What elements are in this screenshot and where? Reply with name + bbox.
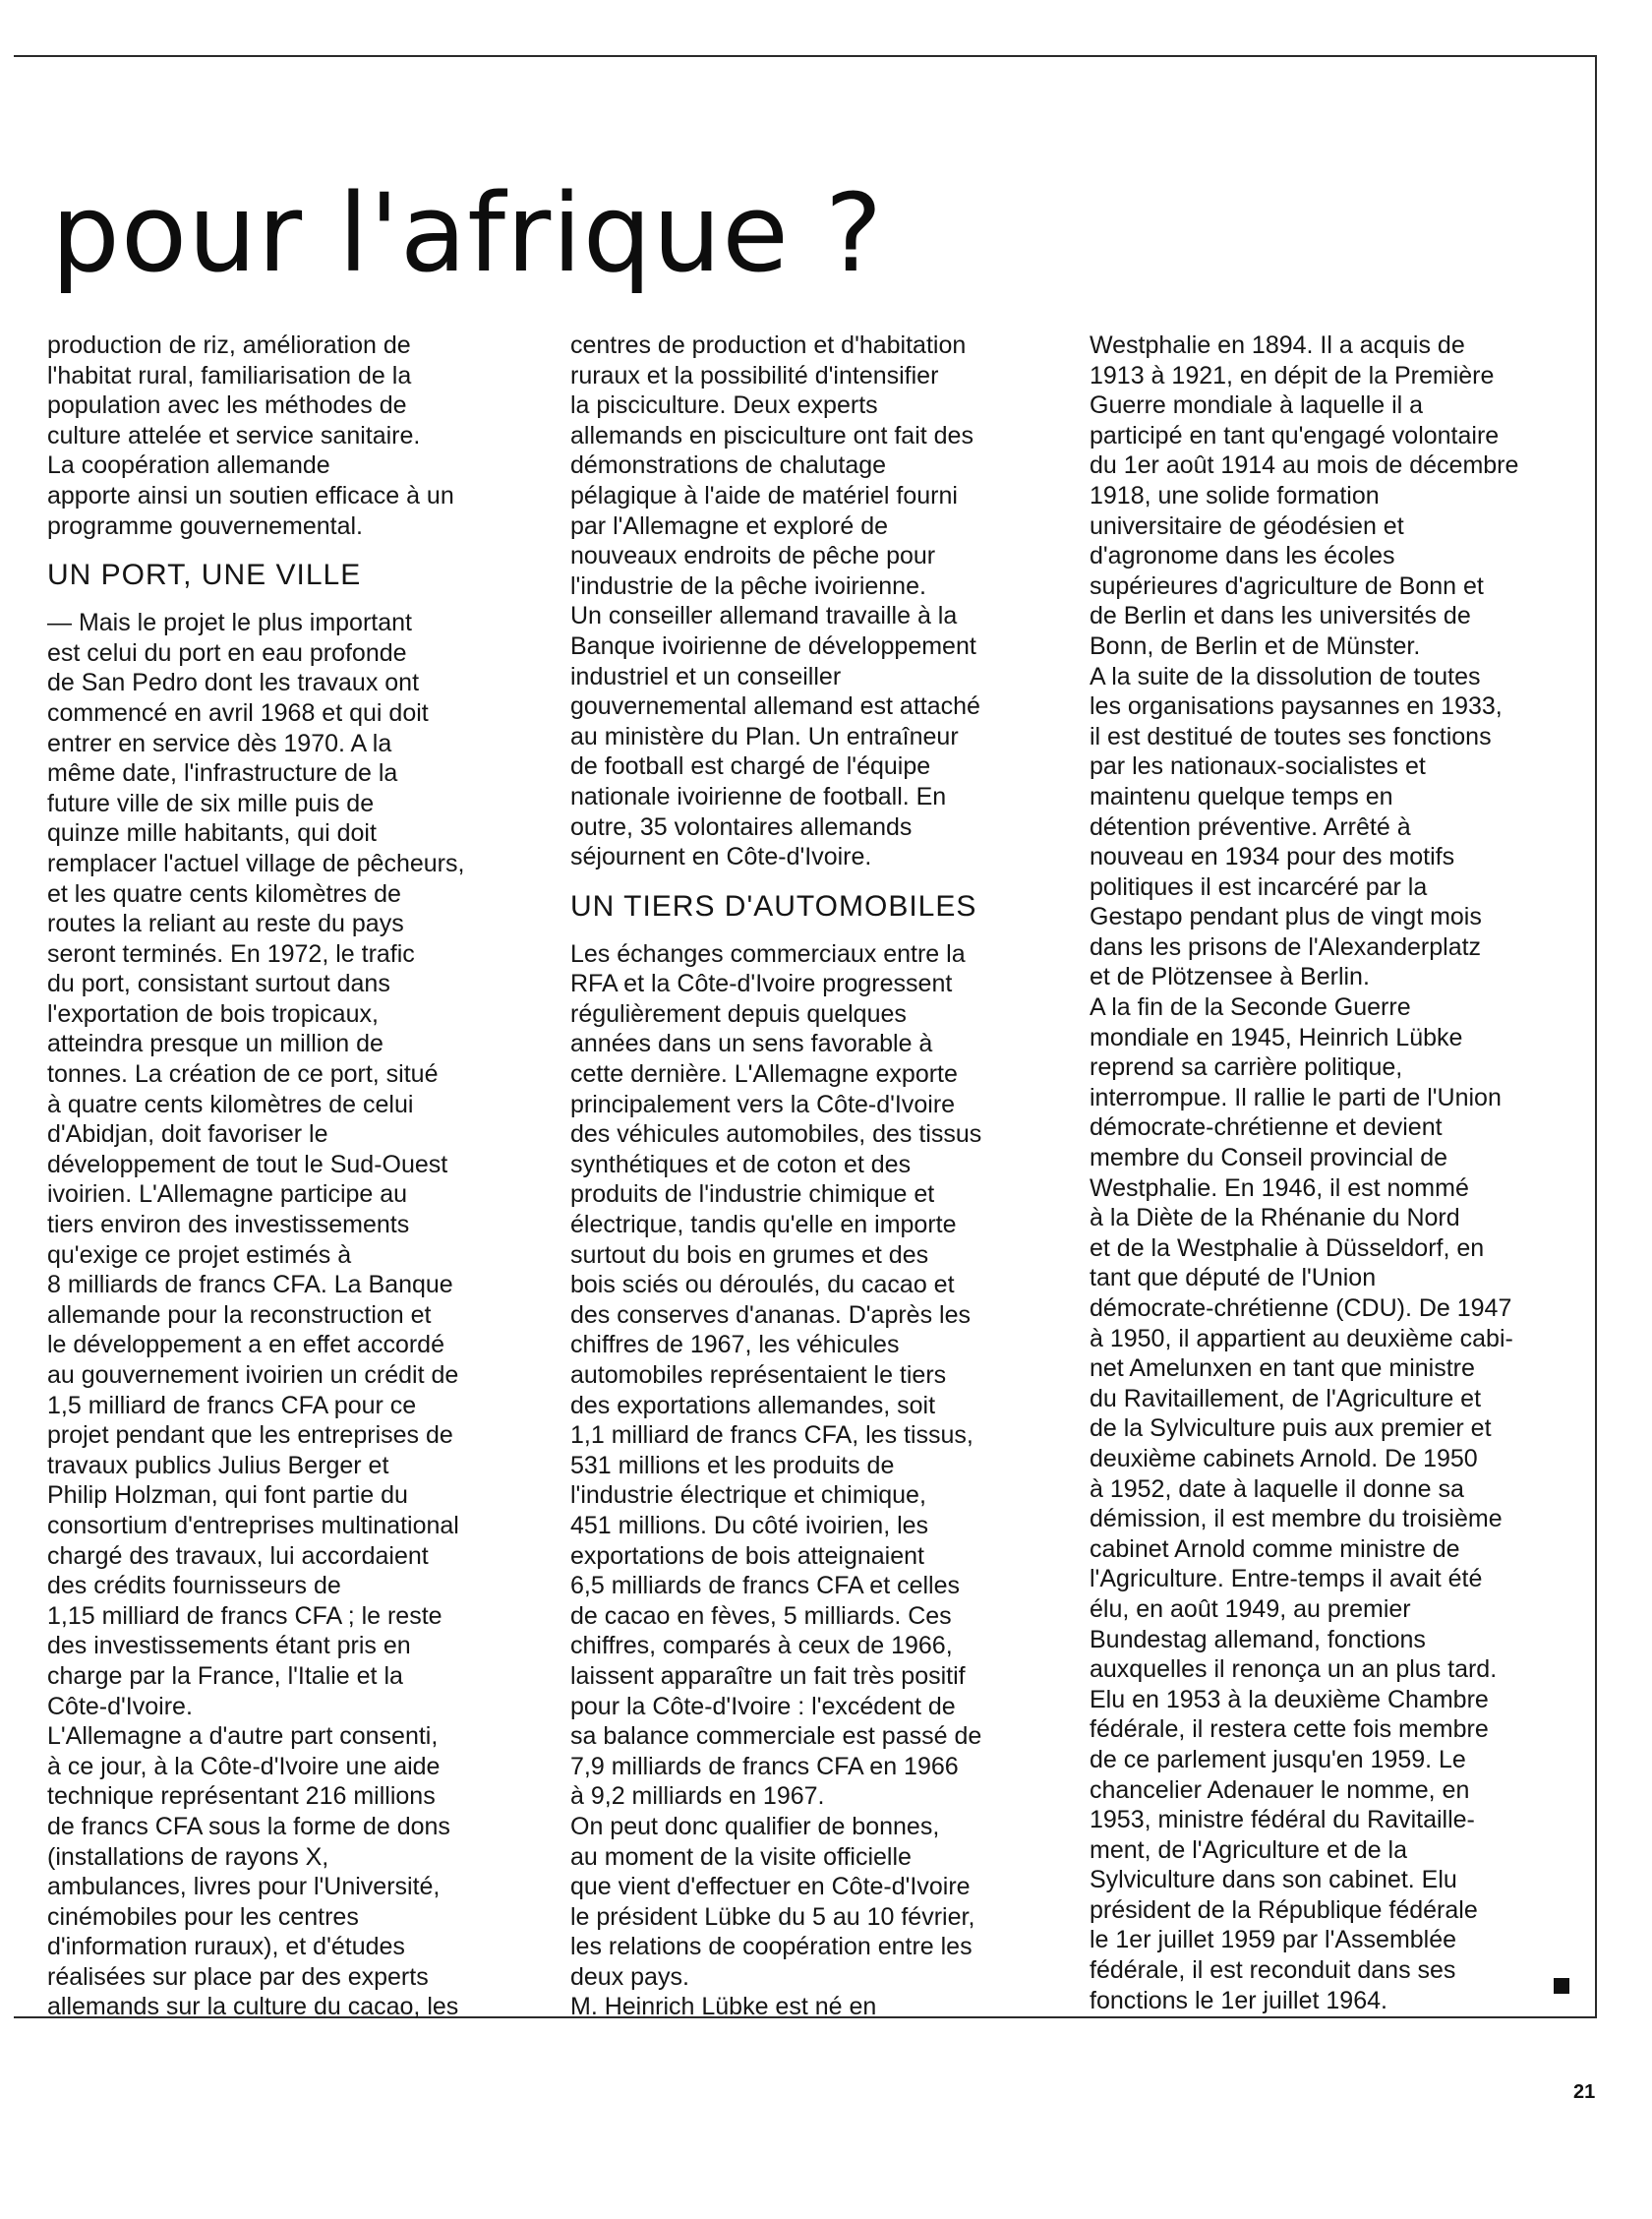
text-line: et les quatre cents kilomètres de [47, 879, 401, 908]
text-line: remplacer l'actuel village de pêcheurs, [47, 849, 465, 877]
text-line: produits de l'industrie chimique et [570, 1180, 935, 1209]
text-line: à 1950, il appartient au deuxième cabi- [1090, 1324, 1513, 1352]
text-line: industriel et un conseiller [570, 662, 842, 690]
text-line: de la Sylviculture puis aux premier et [1090, 1414, 1492, 1443]
text-line: l'habitat rural, familiarisation de la [47, 361, 412, 390]
text-line: culture attelée et service sanitaire. [47, 421, 421, 450]
text-line: Elu en 1953 à la deuxième Chambre [1090, 1685, 1489, 1713]
text-line: l'industrie de la pêche ivoirienne. [570, 571, 926, 600]
text-line: à quatre cents kilomètres de celui [47, 1090, 414, 1118]
text-line: de Berlin et dans les universités de [1090, 602, 1471, 630]
text-line: membre du Conseil provincial de [1090, 1144, 1448, 1172]
text-line: A la suite de la dissolution de toutes [1090, 662, 1481, 690]
text-line: démonstrations de chalutage [570, 451, 887, 480]
text-line: chiffres, comparés à ceux de 1966, [570, 1632, 953, 1660]
text-line: synthétiques et de coton et des [570, 1150, 912, 1178]
article-column-3 [1090, 330, 1591, 2015]
text-line: Guerre mondiale à laquelle il a [1090, 391, 1424, 420]
text-line: population avec les méthodes de [47, 391, 407, 420]
text-line: ivoirien. L'Allemagne participe au [47, 1180, 408, 1209]
text-line: le président Lübke du 5 au 10 février, [570, 1902, 975, 1931]
text-line: surtout du bois en grumes et des [570, 1240, 929, 1269]
text-line: sa balance commerciale est passé de [570, 1722, 982, 1751]
text-line: à 1952, date à laquelle il donne sa [1090, 1474, 1464, 1503]
text-line: par les nationaux-socialistes et [1090, 752, 1426, 781]
text-line: projet pendant que les entreprises de [47, 1421, 453, 1450]
text-line: que vient d'effectuer en Côte-d'Ivoire [570, 1873, 971, 1901]
text-line: de francs CFA sous la forme de dons [47, 1812, 450, 1840]
text-line: consortium d'entreprises multinational [47, 1511, 459, 1539]
text-line: de San Pedro dont les travaux ont [47, 669, 420, 697]
text-line: dans les prisons de l'Alexanderplatz [1090, 932, 1482, 961]
text-line: future ville de six mille puis de [47, 789, 375, 817]
text-line: outre, 35 volontaires allemands [570, 812, 913, 841]
text-line: cinémobiles pour les centres [47, 1902, 359, 1931]
article-column-1 [47, 330, 549, 2022]
text-line: Philip Holzman, qui font partie du [47, 1481, 408, 1510]
text-line: et de la Westphalie à Düsseldorf, en [1090, 1233, 1485, 1262]
text-line: 7,9 milliards de francs CFA en 1966 [570, 1752, 959, 1780]
text-line: ambulances, livres pour l'Université, [47, 1873, 441, 1901]
text-line: de football est chargé de l'équipe [570, 752, 931, 781]
right-rule [1595, 55, 1597, 2018]
text-line: de cacao en fèves, 5 milliards. Ces [570, 1601, 952, 1630]
text-line: technique représentant 216 millions [47, 1782, 436, 1811]
text-line: M. Heinrich Lübke est né en [570, 1993, 877, 2021]
text-line: Les échanges commerciaux entre la [570, 939, 966, 968]
text-line: Sylviculture dans son cabinet. Elu [1090, 1866, 1457, 1894]
text-line: nouveaux endroits de pêche pour [570, 542, 936, 570]
text-line: et de Plötzensee à Berlin. [1090, 963, 1370, 991]
text-line: réalisées sur place par des experts [47, 1962, 429, 1991]
text-line: tonnes. La création de ce port, situé [47, 1060, 439, 1089]
text-line: démission, il est membre du troisième [1090, 1505, 1503, 1533]
text-line: cabinet Arnold comme ministre de [1090, 1534, 1460, 1563]
text-line: Westphalie. En 1946, il est nommé [1090, 1173, 1469, 1202]
text-line: exportations de bois atteignaient [570, 1541, 924, 1570]
text-line: centres de production et d'habitation [570, 331, 967, 359]
text-line: pour la Côte-d'Ivoire : l'excédent de [570, 1692, 956, 1720]
text-line: le développement a en effet accordé [47, 1331, 444, 1359]
text-line: fédérale, il est reconduit dans ses [1090, 1956, 1456, 1985]
text-line: principalement vers la Côte-d'Ivoire [570, 1090, 956, 1118]
text-line: qu'exige ce projet estimés à [47, 1240, 352, 1269]
text-line: détention préventive. Arrêté à [1090, 812, 1411, 841]
text-line: nouveau en 1934 pour des motifs [1090, 843, 1455, 871]
text-line: régulièrement depuis quelques [570, 999, 907, 1028]
text-line: du port, consistant surtout dans [47, 970, 390, 998]
text-line: des véhicules automobiles, des tissus [570, 1120, 982, 1149]
text-line: 1913 à 1921, en dépit de la Première [1090, 361, 1495, 390]
text-line: reprend sa carrière politique, [1090, 1053, 1403, 1082]
text-line: travaux publics Julius Berger et [47, 1451, 389, 1479]
text-line: apporte ainsi un soutien efficace à un [47, 481, 454, 510]
text-line: maintenu quelque temps en [1090, 782, 1393, 810]
text-line: On peut donc qualifier de bonnes, [570, 1812, 940, 1840]
text-line: il est destitué de toutes ses fonctions [1090, 722, 1492, 750]
text-line: cette dernière. L'Allemagne exporte [570, 1060, 958, 1089]
text-line: Westphalie en 1894. Il a acquis de [1090, 331, 1465, 359]
text-line: 1,15 milliard de francs CFA ; le reste [47, 1601, 442, 1630]
text-line: l'exportation de bois tropicaux, [47, 999, 379, 1028]
text-line: le 1er juillet 1959 par l'Assemblée [1090, 1926, 1457, 1954]
text-line: auxquelles il renonça un an plus tard. [1090, 1655, 1498, 1684]
text-line: L'Allemagne a d'autre part consenti, [47, 1722, 439, 1751]
text-line: seront terminés. En 1972, le trafic [47, 939, 415, 968]
text-line: (installations de rayons X, [47, 1842, 329, 1871]
text-line: gouvernemental allemand est attaché [570, 692, 980, 721]
text-line: production de riz, amélioration de [47, 331, 411, 359]
text-line: charge par la France, l'Italie et la [47, 1661, 403, 1690]
text-line: Côte-d'Ivoire. [47, 1692, 193, 1720]
text-line: du 1er août 1914 au mois de décembre [1090, 451, 1519, 480]
text-line: est celui du port en eau profonde [47, 638, 407, 667]
text-line: par l'Allemagne et exploré de [570, 511, 889, 540]
section-heading: UN TIERS D'AUTOMOBILES [570, 889, 977, 923]
text-line: nationale ivoirienne de football. En [570, 782, 947, 810]
text-line: d'information ruraux), et d'études [47, 1933, 405, 1961]
text-line: deux pays. [570, 1962, 689, 1991]
text-line: président de la République fédérale [1090, 1895, 1478, 1924]
text-line: séjournent en Côte-d'Ivoire. [570, 843, 872, 871]
text-line: d'agronome dans les écoles [1090, 542, 1395, 570]
text-line: supérieures d'agriculture de Bonn et [1090, 571, 1484, 600]
text-line: des conserves d'ananas. D'après les [570, 1300, 971, 1329]
text-line: interrompue. Il rallie le parti de l'Union [1090, 1083, 1502, 1111]
article-title: pour l'afrique ? [51, 170, 884, 296]
text-line: La coopération allemande [47, 451, 330, 480]
text-line: 1918, une solide formation [1090, 481, 1380, 510]
text-line: routes la reliant au reste du pays [47, 910, 404, 938]
text-line: des crédits fournisseurs de [47, 1572, 341, 1600]
text-line: allemande pour la reconstruction et [47, 1300, 432, 1329]
text-line: de ce parlement jusqu'en 1959. Le [1090, 1745, 1466, 1773]
text-line: les relations de coopération entre les [570, 1933, 973, 1961]
text-line: automobiles représentaient le tiers [570, 1361, 947, 1389]
page-number: 21 [1573, 2081, 1596, 2103]
text-line: du Ravitaillement, de l'Agriculture et [1090, 1384, 1482, 1412]
text-line: commencé en avril 1968 et qui doit [47, 698, 429, 727]
text-line: tant que député de l'Union [1090, 1264, 1377, 1292]
text-line: allemands sur la culture du cacao, les [47, 1993, 459, 2021]
text-line: même date, l'infrastructure de la [47, 759, 398, 788]
end-of-article-mark [1554, 1978, 1569, 1994]
text-line: quinze mille habitants, qui doit [47, 819, 377, 848]
text-line: chancelier Adenauer le nomme, en [1090, 1775, 1470, 1804]
text-line: 1,1 milliard de francs CFA, les tissus, [570, 1421, 974, 1450]
text-line: 1,5 milliard de francs CFA pour ce [47, 1391, 417, 1419]
text-line: politiques il est incarcéré par la [1090, 872, 1428, 901]
text-line: démocrate-chrétienne et devient [1090, 1113, 1443, 1142]
text-line: élu, en août 1949, au premier [1090, 1594, 1411, 1623]
text-line: RFA et la Côte-d'Ivoire progressent [570, 970, 953, 998]
text-line: bois sciés ou déroulés, du cacao et [570, 1271, 955, 1299]
text-line: programme gouvernemental. [47, 511, 363, 540]
text-line: fonctions le 1er juillet 1964. [1090, 1986, 1387, 2014]
section-heading: UN PORT, UNE VILLE [47, 559, 362, 592]
text-line: chiffres de 1967, les véhicules [570, 1331, 900, 1359]
text-line: Bundestag allemand, fonctions [1090, 1625, 1426, 1653]
text-line: Gestapo pendant plus de vingt mois [1090, 903, 1482, 931]
text-line: mondiale en 1945, Heinrich Lübke [1090, 1023, 1463, 1051]
text-line: au gouvernement ivoirien un crédit de [47, 1361, 459, 1389]
text-line: d'Abidjan, doit favoriser le [47, 1120, 328, 1149]
text-line: à ce jour, à la Côte-d'Ivoire une aide [47, 1752, 441, 1780]
text-line: années dans un sens favorable à [570, 1030, 933, 1058]
text-line: participé en tant qu'engagé volontaire [1090, 421, 1500, 450]
text-line: net Amelunxen en tant que ministre [1090, 1354, 1475, 1383]
text-line: pélagique à l'aide de matériel fourni [570, 481, 958, 510]
text-line: A la fin de la Seconde Guerre [1090, 993, 1411, 1022]
text-line: entrer en service dès 1970. A la [47, 729, 392, 757]
text-line: fédérale, il restera cette fois membre [1090, 1715, 1489, 1744]
text-line: ruraux et la possibilité d'intensifier [570, 361, 939, 390]
text-line: 531 millions et les produits de [570, 1451, 895, 1479]
text-line: l'industrie électrique et chimique, [570, 1481, 926, 1510]
text-line: allemands en pisciculture ont fait des [570, 421, 974, 450]
text-line: chargé des travaux, lui accordaient [47, 1541, 429, 1570]
text-line: laissent apparaître un fait très positif [570, 1661, 966, 1690]
text-line: universitaire de géodésien et [1090, 511, 1404, 540]
text-line: électrique, tandis qu'elle en importe [570, 1211, 957, 1239]
text-line: atteindra presque un million de [47, 1030, 384, 1058]
text-line: à la Diète de la Rhénanie du Nord [1090, 1204, 1460, 1232]
text-line: développement de tout le Sud-Ouest [47, 1150, 448, 1178]
text-line: l'Agriculture. Entre-temps il avait été [1090, 1565, 1483, 1593]
text-line: au ministère du Plan. Un entraîneur [570, 722, 959, 750]
text-line: Bonn, de Berlin et de Münster. [1090, 631, 1421, 660]
text-line: la pisciculture. Deux experts [570, 391, 878, 420]
text-line: 1953, ministre fédéral du Ravitaille- [1090, 1806, 1475, 1834]
text-line: au moment de la visite officielle [570, 1842, 912, 1871]
text-line: les organisations paysannes en 1933, [1090, 692, 1503, 721]
text-line: ment, de l'Agriculture et de la [1090, 1835, 1407, 1864]
article-column-2 [570, 330, 1072, 2022]
text-line: démocrate-chrétienne (CDU). De 1947 [1090, 1294, 1512, 1322]
text-line: des investissements étant pris en [47, 1632, 411, 1660]
text-line: 451 millions. Du côté ivoirien, les [570, 1511, 929, 1539]
text-line: — Mais le projet le plus important [47, 609, 412, 637]
text-line: des exportations allemandes, soit [570, 1391, 936, 1419]
text-line: 6,5 milliards de francs CFA et celles [570, 1572, 960, 1600]
text-line: à 9,2 milliards en 1967. [570, 1782, 825, 1811]
text-line: tiers environ des investissements [47, 1211, 410, 1239]
text-line: Banque ivoirienne de développement [570, 631, 976, 660]
text-line: 8 milliards de francs CFA. La Banque [47, 1271, 453, 1299]
text-line: deuxième cabinets Arnold. De 1950 [1090, 1444, 1478, 1472]
top-rule [14, 55, 1597, 57]
text-line: Un conseiller allemand travaille à la [570, 602, 958, 630]
